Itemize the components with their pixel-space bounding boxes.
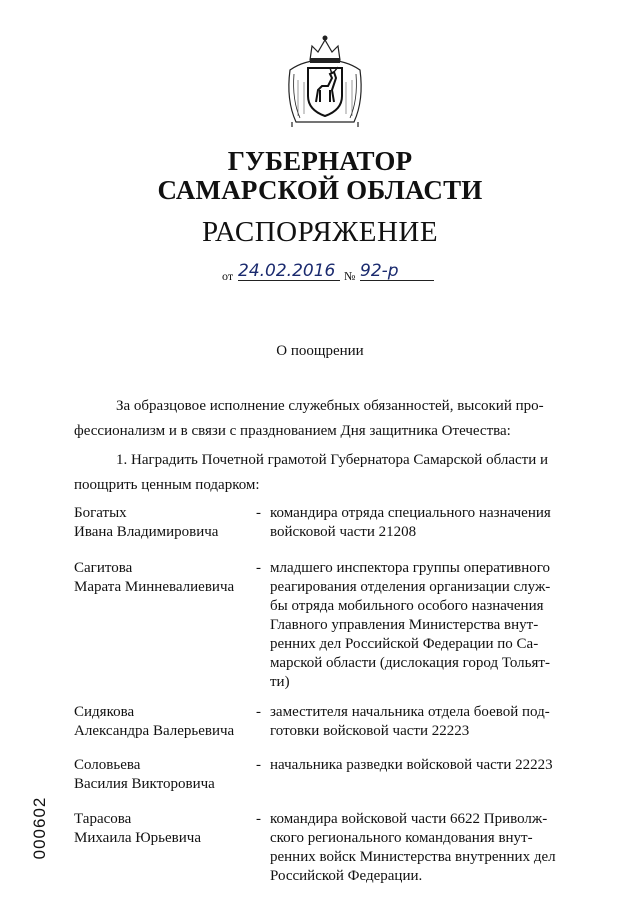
entry-dash: - — [256, 560, 261, 576]
intro-line2: фессионализм и в связи с празднованием Дня защитника Отечества: — [74, 423, 511, 439]
document-type: РАСПОРЯЖЕНИЕ — [201, 216, 439, 248]
awardee-given-names: Василия Викторовича — [74, 776, 215, 792]
awardee-name — [74, 756, 254, 794]
position-line: ти) — [270, 674, 290, 690]
position-line: реагирования отделения организации служ- — [270, 579, 551, 595]
position-line: войсковой части 21208 — [270, 524, 417, 540]
date-label: от — [222, 269, 234, 283]
intro-paragraph — [74, 394, 566, 444]
awardee-surname: Богатых — [74, 505, 127, 521]
issuer-title-line1: ГУБЕРНАТОР — [227, 146, 413, 176]
position-line: ренних войск Министерства внутренних дел — [270, 849, 556, 865]
awardee-given-names: Ивана Владимировича — [74, 524, 219, 540]
entry-dash: - — [256, 505, 261, 521]
issuer-title-line2: САМАРСКОЙ ОБЛАСТИ — [157, 175, 483, 205]
awardee-name — [74, 504, 254, 542]
document-subject: О поощрении — [276, 343, 364, 359]
position-line: заместителя начальника отдела боевой под- — [270, 704, 550, 720]
item-1-line2: поощрить ценным подарком: — [74, 477, 260, 493]
position-line: младшего инспектора группы оперативного — [270, 560, 551, 576]
awardee-given-names: Михаила Юрьевича — [74, 830, 201, 846]
position-line: готовки войсковой части 22223 — [270, 723, 470, 739]
coat-of-arms-icon — [284, 30, 366, 128]
item-1-paragraph — [74, 448, 566, 498]
registration-stamp-number — [28, 788, 52, 868]
item-1-line1: 1. Наградить Почетной грамотой Губернатора Самарской области и — [116, 452, 548, 468]
intro-line1: За образцовое исполнение служебных обязанностей, высокий про- — [116, 398, 544, 414]
entry-dash: - — [256, 811, 261, 827]
position-line: командира отряда специального назначения — [270, 505, 551, 521]
position-line: ского регионального командования внут- — [270, 830, 533, 846]
position-line: бы отряда мобильного особого назначения — [270, 598, 544, 614]
awardee-given-names: Марата Минневалиевича — [74, 579, 235, 595]
entry-dash: - — [256, 757, 261, 773]
date-value: 24.02.2016 — [238, 262, 340, 281]
awardee-position — [270, 810, 566, 886]
awardee-name — [74, 810, 254, 848]
position-line: Главного управления Министерства внут- — [270, 617, 539, 633]
awardee-surname: Соловьева — [74, 757, 141, 773]
number-value: 92-р — [360, 262, 434, 281]
awardee-position — [270, 756, 566, 775]
awardee-position — [270, 703, 566, 741]
position-line: Российской Федерации. — [270, 868, 423, 884]
entry-dash: - — [256, 704, 261, 720]
position-line: марской области (дислокация город Тольят- — [270, 655, 550, 671]
stamp-number-text: 000602 — [30, 796, 49, 860]
awardee-position — [270, 504, 566, 542]
awardee-name — [74, 559, 254, 597]
position-line: командира войсковой части 6622 Приволж- — [270, 811, 548, 827]
awardee-surname: Тарасова — [74, 811, 132, 827]
number-label: № — [344, 269, 356, 283]
position-line: ренних дел Российской Федерации по Са- — [270, 636, 539, 652]
awardee-surname: Сагитова — [74, 560, 133, 576]
date-number-line — [222, 262, 442, 286]
awardee-position — [270, 559, 566, 692]
position-line: начальника разведки войсковой части 22223 — [270, 757, 553, 773]
awardee-surname: Сидякова — [74, 704, 135, 720]
awardee-given-names: Александра Валерьевича — [74, 723, 235, 739]
awardee-name — [74, 703, 254, 741]
